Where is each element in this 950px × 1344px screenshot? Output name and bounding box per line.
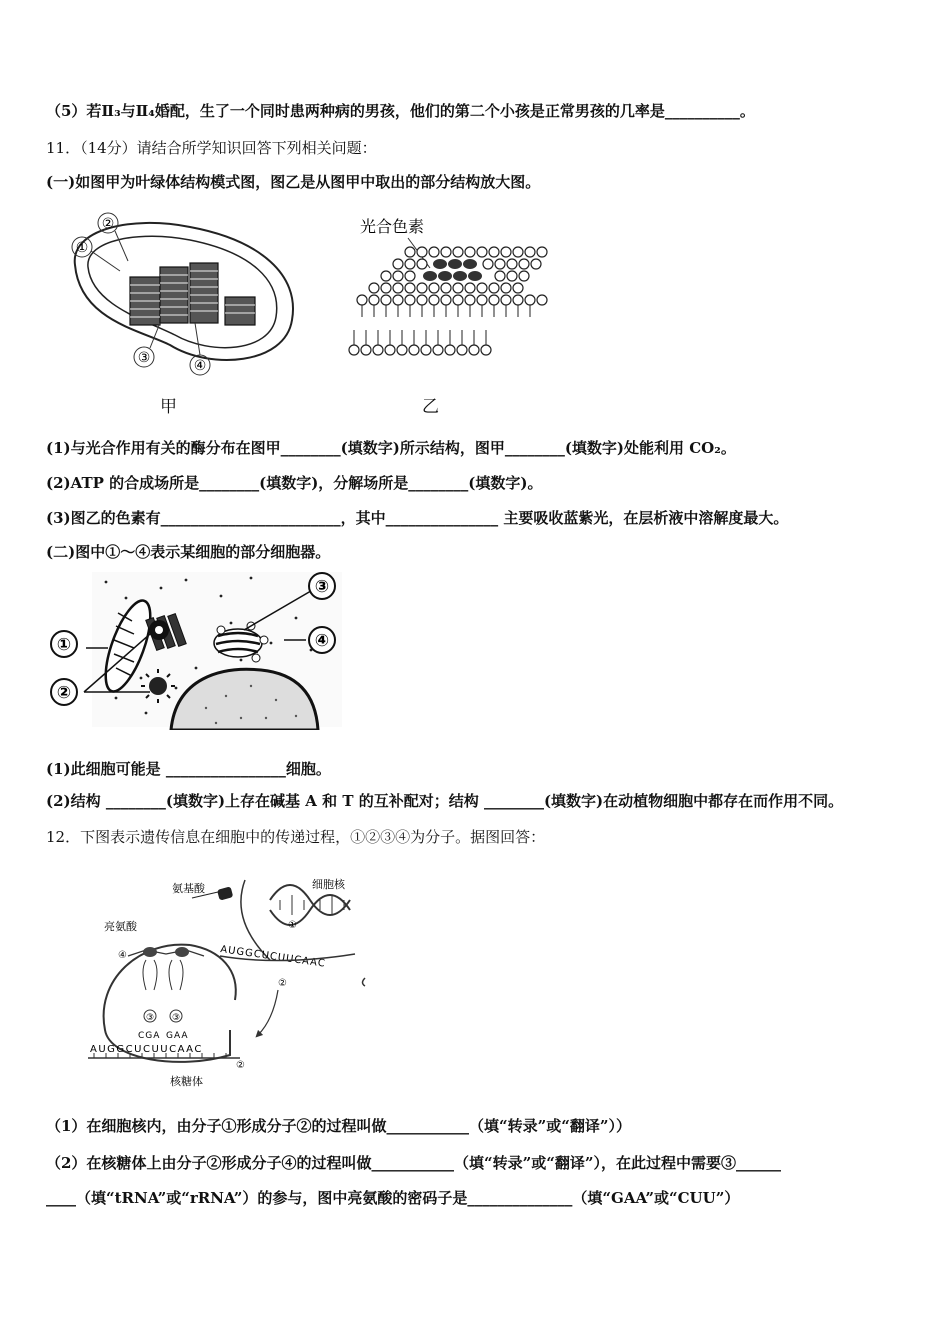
q11-part2-question-2: (2)结构 ________(填数字)上存在碱基 A 和 T 的互补配对；结构 ________(填数字)在动植物细胞中都存在而作用不同。 xyxy=(46,792,844,810)
fig1-label-4: ④ xyxy=(193,358,207,374)
fig3-amino-acid-label: 氨基酸 xyxy=(172,882,205,895)
gene-expression-diagram xyxy=(80,870,380,1100)
fig1-label-1: ① xyxy=(75,240,89,256)
fig2-label-4: ④ xyxy=(314,631,330,651)
fig1-caption-b: 乙 xyxy=(422,397,439,417)
fig3-num-3b: ③ xyxy=(172,1013,181,1023)
fig3-num-3a: ③ xyxy=(146,1013,155,1023)
fig2-label-3: ③ xyxy=(314,577,330,597)
q12-question-2-line1: （2）在核糖体上由分子②形成分子④的过程叫做___________（填“转录”或“翻译”），在此过程中需要③______ xyxy=(46,1154,781,1172)
q11-question-3: (3)图乙的色素有________________________，其中_______________ 主要吸收蓝紫光，在层析液中溶解度最大。 xyxy=(46,509,789,527)
fig3-num-4: ④ xyxy=(118,950,127,961)
q11-question-1: (1)与光合作用有关的酶分布在图甲________(填数字)所示结构，图甲________(填数字)处能利用 CO₂。 xyxy=(46,439,736,457)
fig3-seq-bottom: AUGGCUCUUCAAC xyxy=(90,1044,203,1055)
q12-title: 12．下图表示遗传信息在细胞中的传递过程，①②③④为分子。据图回答： xyxy=(46,828,546,846)
fig3-anticodon-1: CGA xyxy=(138,1031,161,1041)
q12-question-2-line2: ____（填“tRNA”或“rRNA”）的参与，图中亮氨酸的密码子是______________（填“GAA”或“CUU”） xyxy=(46,1189,740,1207)
fig3-num-1: ① xyxy=(288,920,297,931)
fig3-num-2a: ② xyxy=(278,978,287,989)
pigment-label: 光合色素 xyxy=(360,217,425,236)
fig3-num-2b: ② xyxy=(236,1060,245,1071)
q11-part2-question-1: (1)此细胞可能是 ________________细胞。 xyxy=(46,760,331,778)
fig3-ribosome-label: 核糖体 xyxy=(170,1075,203,1088)
fig3-anticodon-2: GAA xyxy=(166,1031,189,1041)
q11-part1-intro: (一)如图甲为叶绿体结构模式图，图乙是从图甲中取出的部分结构放大图。 xyxy=(46,173,541,191)
fig3-leucine-label: 亮氨酸 xyxy=(104,920,137,933)
q11-question-2: (2)ATP 的合成场所是________(填数字)，分解场所是________(填数字)。 xyxy=(46,474,543,492)
fig2-label-2: ② xyxy=(56,683,72,703)
fig1-label-2: ② xyxy=(101,216,115,232)
thylakoid-membrane-diagram xyxy=(340,210,560,360)
q11-title: 11．（14分）请结合所学知识回答下列相关问题： xyxy=(46,139,377,157)
q12-question-1: （1）在细胞核内，由分子①形成分子②的过程叫做___________（填“转录”或“翻译”）） xyxy=(46,1117,631,1135)
q11-part2-intro: (二)图中①～④表示某细胞的部分细胞器。 xyxy=(46,543,331,561)
fig3-seq-top: AUGGCUCUUCAAC xyxy=(219,944,327,970)
fig2-label-1: ① xyxy=(56,635,72,655)
cell-organelles-diagram xyxy=(46,568,346,730)
chloroplast-diagram xyxy=(60,205,310,385)
q10-part5: （5）若Ⅱ₃与Ⅱ₄婚配，生了一个同时患两种病的男孩，他们的第二个小孩是正常男孩的几率是__________。 xyxy=(46,102,755,120)
fig1-caption-a: 甲 xyxy=(160,397,177,417)
fig3-nucleus-label: 细胞核 xyxy=(312,878,345,891)
fig1-label-3: ③ xyxy=(137,350,151,366)
